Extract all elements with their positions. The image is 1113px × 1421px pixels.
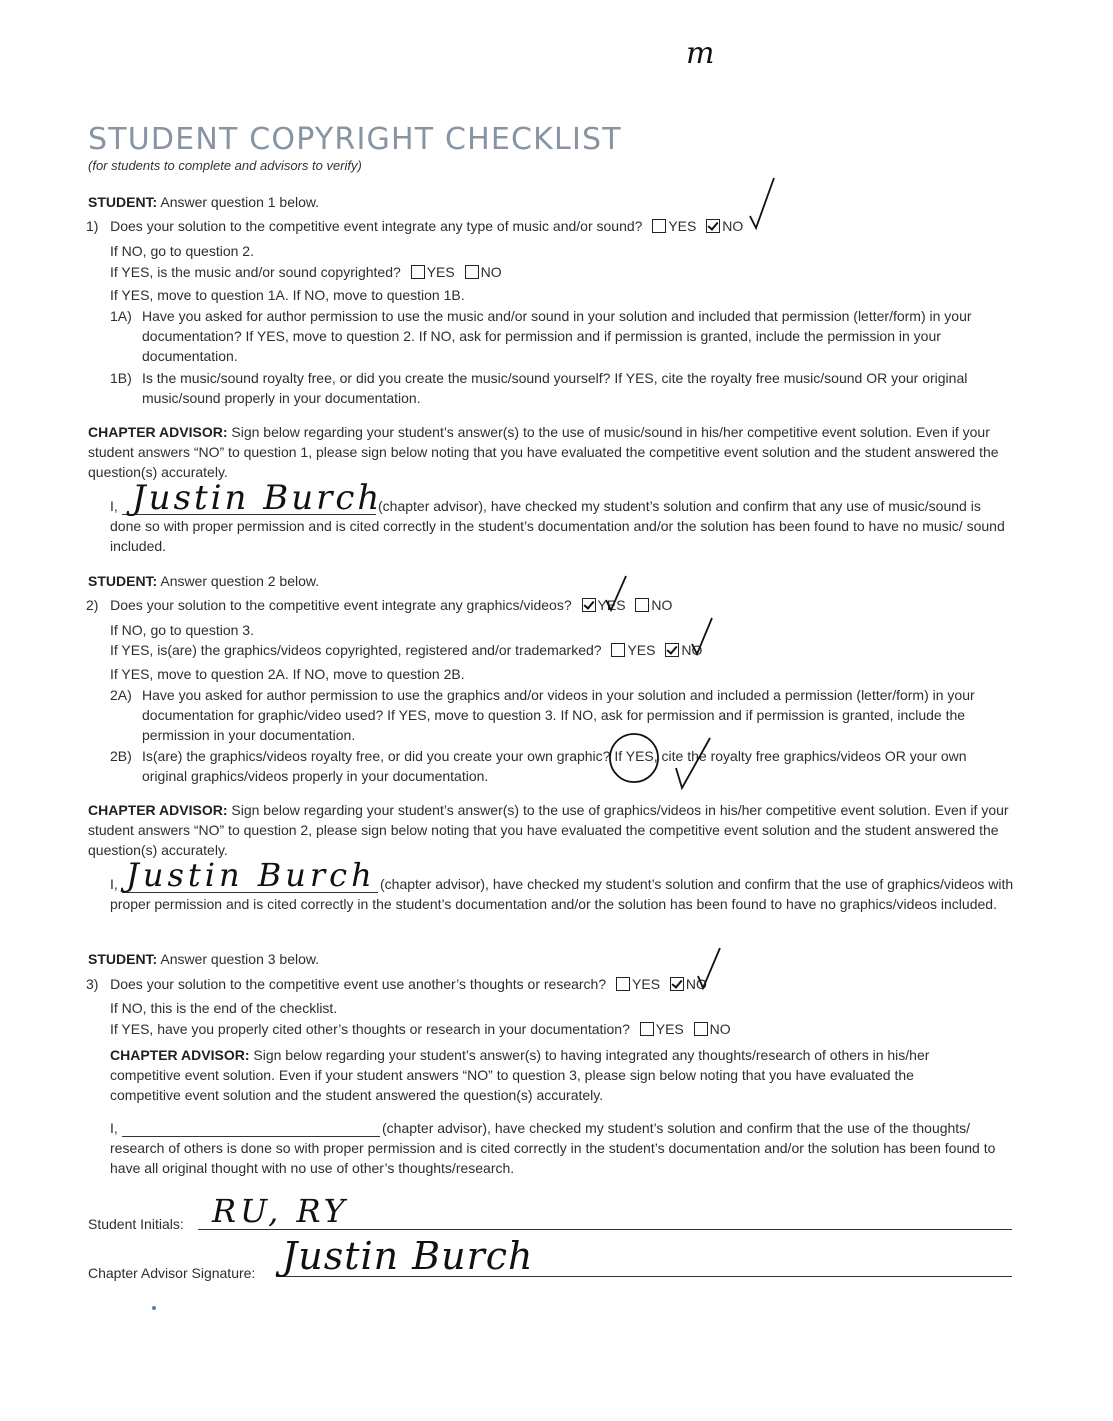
q3-if-no: If NO, this is the end of the checklist. xyxy=(110,1000,338,1016)
q1-check-mark xyxy=(748,176,778,236)
student-initials-label: Student Initials: xyxy=(88,1216,184,1232)
advisor-instruction-3: CHAPTER ADVISOR: Sign below regarding your student’s answer(s) to having integrated any thoughts/research of others in his/her competitive event solution. Even if your student answers “NO” to question 3, please sign below noting that you have evaluated the competitive event solution and the student answered the question(s) accurately. xyxy=(110,1047,930,1103)
q2a-text: Have you asked for author permission to use the graphics and/or videos in your solution and included a permission (letter/form) in your documentation for graphic/video used? If YES, move to question 3. If NO, ask for permission and if permission is granted, include the permission in your documentation. xyxy=(142,687,975,743)
sig-prefix-2: I, xyxy=(110,876,118,892)
q2-yes-checkbox[interactable] xyxy=(582,598,596,612)
advisor-handwritten-name-1: Justin Burch xyxy=(132,478,383,518)
q2-move: If YES, move to question 2A. If NO, move to question 2B. xyxy=(110,666,465,682)
ink-speck xyxy=(152,1306,156,1310)
q3-no-checkbox[interactable] xyxy=(670,977,684,991)
q1-if-yes: If YES, is the music and/or sound copyrighted? YES NO xyxy=(110,264,502,280)
q1-move: If YES, move to question 1A. If NO, move to question 1B. xyxy=(110,287,465,303)
advisor-handwritten-signature: Justin Burch xyxy=(282,1234,534,1278)
q3-cited-yes-checkbox[interactable] xyxy=(640,1022,654,1036)
page-title: STUDENT COPYRIGHT CHECKLIST xyxy=(88,122,622,157)
q2b-number: 2B) xyxy=(110,748,132,764)
advisor-handwritten-name-2: Justin Burch xyxy=(126,856,376,894)
q1-no-checkbox[interactable] xyxy=(706,219,720,233)
advisor-statement-2: (chapter advisor), have checked my student’s solution and confirm that the use of graphics/videos with proper permission and is cited correctly in the student’s documentation and/or the solution has been found to have no graphics/videos included. xyxy=(110,876,1014,912)
question-3: 3) Does your solution to the competitive event use another’s thoughts or research? YES NO xyxy=(86,976,707,992)
advisor-instruction-1: CHAPTER ADVISOR: Sign below regarding your student’s answer(s) to the use of music/sound in his/her competitive event solution. Even if your student answers “NO” to question 1, please sign below noting that you have evaluated the competitive event solution and the student answered the question(s) accurately. xyxy=(88,424,999,480)
corner-handwritten-mark: m xyxy=(686,36,715,71)
q2-copyright-check-mark xyxy=(690,616,716,658)
student-instruction-3: STUDENT: Answer question 3 below. xyxy=(88,951,320,967)
question-2: 2) Does your solution to the competitive event integrate any graphics/videos? YES NO xyxy=(86,597,673,613)
q2-if-yes: If YES, is(are) the graphics/videos copyrighted, registered and/or trademarked? YES NO xyxy=(110,642,703,658)
advisor-signature-label: Chapter Advisor Signature: xyxy=(88,1265,256,1281)
question-number: 2) xyxy=(86,597,99,613)
advisor-statement-1: (chapter advisor), have checked my student’s solution and confirm that any use of music/sound is done so with proper permission and is cited correctly in the student’s documentation and/or the solution has been found to have no music/ sound included. xyxy=(110,498,1005,554)
advisor-instruction-2: CHAPTER ADVISOR: Sign below regarding your student’s answer(s) to the use of graphics/videos in his/her competitive event solution. Even if your student answers “NO” to question 2, please sign below noting that you have evaluated the competitive event solution and the student answered the question(s) accurately. xyxy=(88,802,1009,858)
sig-prefix-3: I, xyxy=(110,1120,118,1136)
q3-yes-checkbox[interactable] xyxy=(616,977,630,991)
q2-no-checkbox[interactable] xyxy=(635,598,649,612)
advisor-signature-line-3[interactable] xyxy=(122,1136,380,1137)
q2-copyright-yes-checkbox[interactable] xyxy=(611,643,625,657)
q1b-number: 1B) xyxy=(110,370,132,386)
page-subtitle: (for students to complete and advisors to verify) xyxy=(88,158,362,173)
q3-cited-no-checkbox[interactable] xyxy=(694,1022,708,1036)
q2b-text: Is(are) the graphics/videos royalty free, or did you create your own graphic? If YES, cite the royalty free graphics/videos OR your own original graphics/videos properly in your documentation. xyxy=(142,748,967,784)
student-instruction-1: STUDENT: Answer question 1 below. xyxy=(88,194,320,210)
q1-copyright-no-checkbox[interactable] xyxy=(465,265,479,279)
student-instruction-2: STUDENT: Answer question 2 below. xyxy=(88,573,320,589)
q3-if-yes: If YES, have you properly cited other’s thoughts or research in your documentation? YES NO xyxy=(110,1021,731,1037)
question-number: 3) xyxy=(86,976,99,992)
sig-prefix-1: I, xyxy=(110,498,118,514)
question-1: 1) Does your solution to the competitive event integrate any type of music and/or sound? YES NO xyxy=(86,218,744,234)
question-number: 1) xyxy=(86,218,99,234)
q1-copyright-yes-checkbox[interactable] xyxy=(411,265,425,279)
q2b-circle-annotation xyxy=(598,730,718,794)
advisor-statement-3: (chapter advisor), have checked my student’s solution and confirm that the use of the thoughts/ research of others is done so with proper permission and is cited correctly in the student’s documentation and/or the solution has been found to have all original thought with no use of other’s thoughts/research. xyxy=(110,1120,996,1176)
q3-check-mark xyxy=(696,946,724,994)
q2-if-no: If NO, go to question 3. xyxy=(110,622,254,638)
q1a-text: Have you asked for author permission to use the music and/or sound in your solution and included that permission (letter/form) in your documentation? If YES, move to question 2. If NO, ask for permission and if permission is granted, include the permission in your documentation. xyxy=(142,308,972,364)
q1a-number: 1A) xyxy=(110,308,132,324)
q1b-text: Is the music/sound royalty free, or did you create the music/sound yourself? If YES, cite the royalty free music/sound OR your original music/sound properly in your documentation. xyxy=(142,370,968,406)
q2-copyright-no-checkbox[interactable] xyxy=(665,643,679,657)
q2-check-mark xyxy=(604,574,630,614)
q2a-number: 2A) xyxy=(110,687,132,703)
q1-yes-checkbox[interactable] xyxy=(652,219,666,233)
student-initials-handwritten: RU, RY xyxy=(212,1192,349,1230)
q1-if-no: If NO, go to question 2. xyxy=(110,243,254,259)
